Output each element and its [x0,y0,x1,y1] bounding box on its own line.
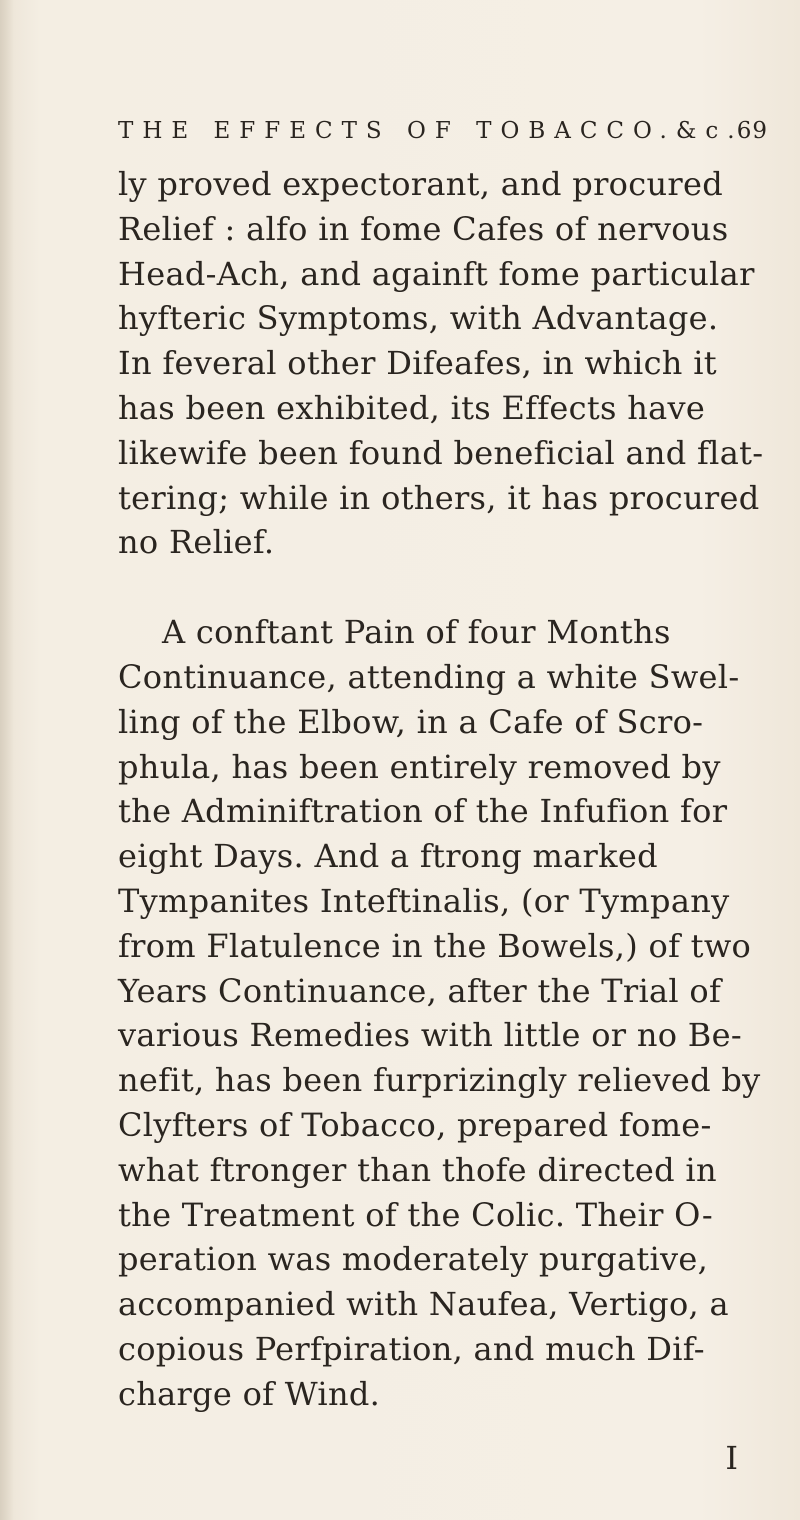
running-head-title: THE EFFECTS OF TOBACCO.&c. [118,118,744,144]
text-line: Tympanites Inteftinalis, (or Tympany [118,881,730,920]
text-line: the Treatment of the Colic. Their O- [118,1195,713,1234]
text-line: accompanied with Naufea, Vertigo, a [118,1285,729,1324]
text-line: Clyfters of Tobacco, prepared fome- [118,1105,712,1144]
text-line: Relief : alfo in fome Cafes of nervous [118,209,729,248]
text-line: phula, has been entirely removed by [118,747,721,786]
paragraph-2 [118,610,778,1416]
text-line: A conftant Pain of four Months [162,613,671,652]
text-line: what ftronger than thofe directed in [118,1150,717,1189]
running-head [118,118,768,158]
text-line: Continuance, attending a white Swel- [118,657,740,696]
catchword: I [725,1439,738,1477]
text-line: tering; while in others, it has procured [118,478,760,517]
text-line: charge of Wind. [118,1374,381,1413]
text-line: ly proved expectorant, and procured [118,165,723,203]
text-line: hyfteric Symptoms, with Advantage. [118,299,719,338]
text-line: nefit, has been furprizingly relieved by [118,1061,761,1100]
text-line: has been exhibited, its Effects have [118,388,706,427]
page-number: 69 [736,118,768,144]
text-line: eight Days. And a ftrong marked [118,837,658,876]
text-line: peration was moderately purgative, [118,1240,709,1279]
text-line: no Relief. [118,523,275,562]
body-text [118,162,778,1417]
gutter-shadow [0,0,14,1520]
text-line: from Flatulence in the Bowels,) of two [118,926,752,965]
text-line: the Adminiftration of the Infufion for [118,792,728,831]
text-line: In feveral other Difeafes, in which it [118,344,717,383]
text-line: likewife been found beneficial and flat- [118,433,764,472]
text-line: various Remedies with little or no Be- [118,1016,742,1055]
text-line: Head-Ach, and againft fome particular [118,254,755,293]
text-line: copious Perfpiration, and much Dif- [118,1329,705,1368]
text-line: Years Continuance, after the Trial of [118,971,722,1010]
text-line: ling of the Elbow, in a Cafe of Scro- [118,702,704,741]
paragraph-gap [118,565,778,610]
paragraph-1 [118,162,778,565]
